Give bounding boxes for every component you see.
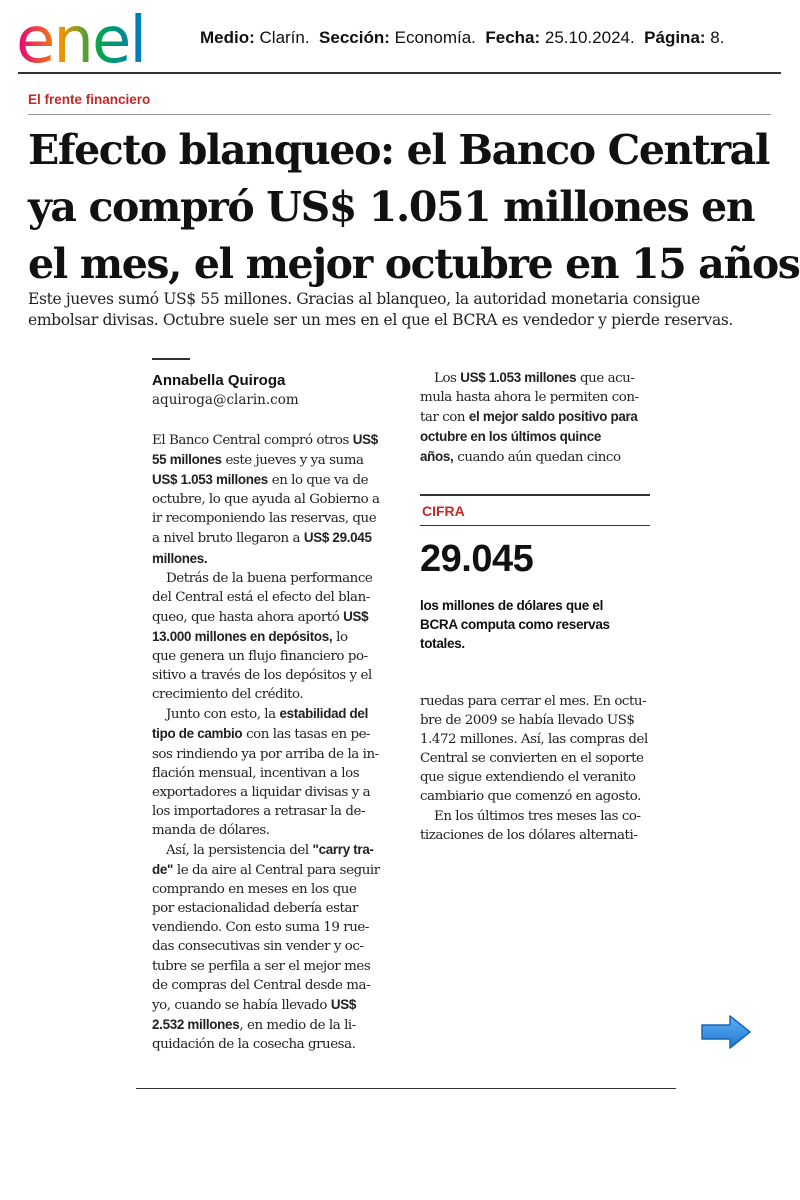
- body-line: 2.532 millones, en medio de la li-: [152, 1016, 356, 1033]
- kicker-divider: [28, 114, 771, 115]
- cifra-desc-line: los millones de dólares que el: [420, 598, 604, 613]
- body-line: cambiario que comenzó en agosto.: [420, 789, 641, 805]
- article-subtitle: [28, 289, 778, 331]
- body-line: por estacionalidad debería estar: [152, 901, 358, 917]
- body-line: crecimiento del crédito.: [152, 687, 304, 703]
- arrow-right-icon[interactable]: [700, 1014, 752, 1050]
- body-line: US$ 1.053 millones en lo que va de: [152, 472, 369, 489]
- byline-divider: [152, 358, 190, 360]
- pagina-value: 8.: [710, 28, 725, 47]
- seccion-value: Economía.: [394, 28, 476, 47]
- body-line: que sigue extendiendo el veranito: [420, 770, 636, 786]
- body-line: comprando en meses en los que: [152, 882, 357, 898]
- headline-line: Efecto blanqueo: el Banco Central: [28, 126, 769, 174]
- author-email: aquiroga@clarin.com: [152, 392, 299, 408]
- pagina-label: Página:: [644, 28, 706, 47]
- body-line: manda de dólares.: [152, 822, 270, 838]
- body-column-2: [420, 368, 655, 467]
- body-column-3: [420, 692, 655, 845]
- body-line: que genera un flujo financiero po-: [152, 649, 368, 665]
- headline-line: el mes, el mejor octubre en 15 años: [28, 240, 800, 288]
- body-line: de compras del Central desde ma-: [152, 977, 371, 993]
- body-line: bre de 2009 se había llevado US$: [420, 713, 635, 729]
- subtitle-line: Este jueves sumó US$ 55 millones. Gracias al blanqueo, la autoridad monetaria consigue: [28, 290, 700, 308]
- press-metadata: [200, 28, 724, 48]
- body-line: millones.: [152, 550, 208, 566]
- fecha-label: Fecha:: [485, 28, 541, 47]
- cifra-top-divider: [420, 494, 650, 496]
- footer-divider: [136, 1088, 676, 1089]
- cifra-desc-line: BCRA computa como reservas: [420, 617, 610, 632]
- body-line: 1.472 millones. Así, las compras del: [420, 732, 648, 748]
- body-line: Central se convierten en el soporte: [420, 751, 644, 767]
- body-line: quidación de la cosecha gruesa.: [152, 1036, 356, 1052]
- article-headline: [28, 122, 800, 293]
- body-line: a nivel bruto llegaron a US$ 29.045: [152, 530, 372, 547]
- body-line: de" le da aire al Central para seguir: [152, 862, 380, 879]
- cifra-bottom-divider: [420, 525, 650, 526]
- body-line: mula hasta ahora le permiten con-: [420, 390, 639, 406]
- cifra-desc-line: totales.: [420, 636, 465, 651]
- body-line: 13.000 millones en depósitos, lo: [152, 628, 348, 645]
- body-line: octubre, lo que ayuda al Gobierno a: [152, 492, 380, 508]
- body-line: queo, que hasta ahora aportó US$: [152, 608, 369, 625]
- body-line: tar con el mejor saldo positivo para: [420, 409, 638, 426]
- body-line: tizaciones de los dólares alternati-: [420, 827, 638, 843]
- subtitle-line: embolsar divisas. Octubre suele ser un mes en el que el BCRA es vendedor y pierde reservas.: [28, 311, 734, 329]
- body-line: del Central está el efecto del blan-: [152, 589, 370, 605]
- cifra-label: CIFRA: [422, 503, 465, 519]
- cifra-number: 29.045: [420, 538, 534, 580]
- body-line: El Banco Central compró otros US$: [152, 432, 378, 448]
- svg-text:enel: enel: [16, 6, 146, 70]
- author-name: Annabella Quiroga: [152, 372, 286, 389]
- body-line: vendiendo. Con esto suma 19 rue-: [152, 920, 369, 936]
- body-line: En los últimos tres meses las co-: [434, 808, 641, 824]
- cifra-description: [420, 596, 655, 653]
- section-kicker: El frente financiero: [28, 92, 151, 107]
- body-line: sos rindiendo ya por arriba de la in-: [152, 746, 379, 762]
- medio-label: Medio:: [200, 28, 255, 47]
- body-line: das consecutivas sin vender y oc-: [152, 939, 364, 955]
- body-line: Así, la persistencia del "carry tra-: [166, 841, 374, 858]
- body-line: exportadores a liquidar divisas y a: [152, 784, 371, 800]
- body-line: años, cuando aún quedan cinco: [420, 449, 621, 466]
- body-line: 55 millones este jueves y ya suma: [152, 452, 364, 469]
- body-line: flación mensual, incentivan a los: [152, 765, 360, 781]
- body-line: los importadores a retrasar la de-: [152, 803, 366, 819]
- body-line: octubre en los últimos quince: [420, 429, 602, 445]
- body-line: Los US$ 1.053 millones que acu-: [434, 370, 635, 386]
- body-column-1: [152, 430, 382, 1054]
- seccion-label: Sección:: [319, 28, 390, 47]
- body-line: yo, cuando se había llevado US$: [152, 996, 357, 1013]
- body-line: ruedas para cerrar el mes. En octu-: [420, 694, 647, 709]
- header-divider: [18, 72, 781, 74]
- body-line: Junto con esto, la estabilidad del: [166, 706, 368, 723]
- body-line: tipo de cambio con las tasas en pe-: [152, 726, 371, 743]
- fecha-value: 25.10.2024.: [544, 28, 635, 47]
- body-line: tubre se perfila a ser el mejor mes: [152, 958, 371, 974]
- body-line: Detrás de la buena performance: [166, 570, 373, 586]
- headline-line: ya compró US$ 1.051 millones en: [28, 183, 755, 231]
- medio-value: Clarín.: [259, 28, 310, 47]
- body-line: sitivo a través de los depósitos y el: [152, 668, 372, 684]
- body-line: ir recomponiendo las reservas, que: [152, 511, 377, 527]
- enel-logo: [14, 6, 182, 70]
